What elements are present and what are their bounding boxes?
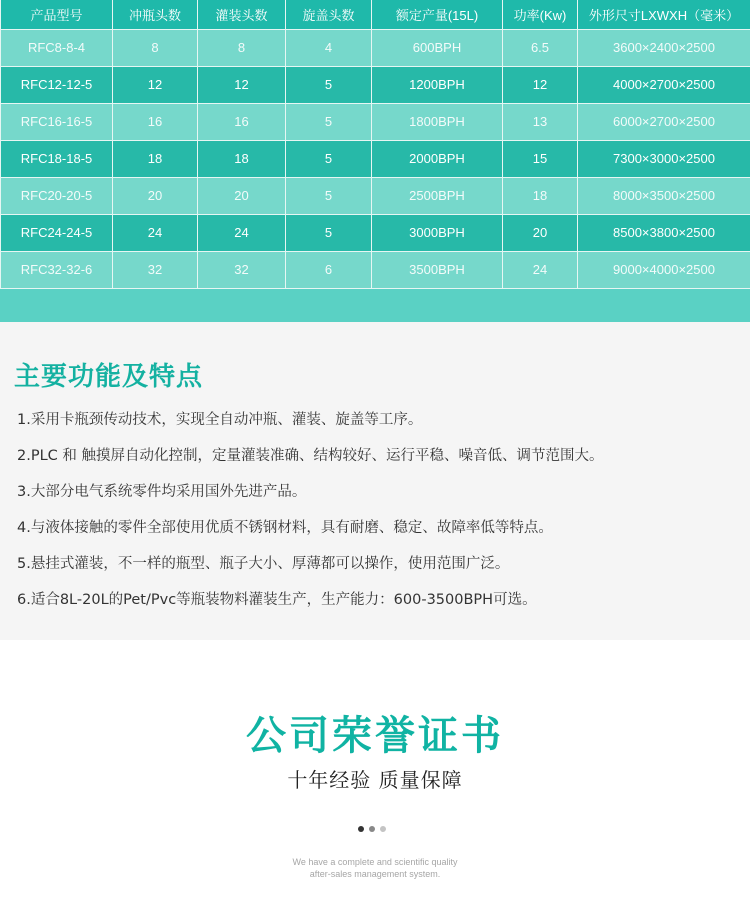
table-cell: 12	[113, 66, 198, 103]
table-cell: 5	[286, 66, 372, 103]
table-cell: RFC16-16-5	[1, 103, 113, 140]
spec-table-section	[0, 0, 750, 322]
table-cell: 12	[198, 66, 286, 103]
table-cell: 3000BPH	[372, 214, 503, 251]
table-row	[1, 103, 750, 140]
table-cell: 4	[286, 29, 372, 66]
table-cell: 12	[503, 66, 578, 103]
feature-item: 5.悬挂式灌装，不一样的瓶型、瓶子大小、厚薄都可以操作，使用范围广泛。	[17, 556, 510, 572]
table-cell: 16	[113, 103, 198, 140]
honor-title: 公司荣誉证书	[246, 713, 504, 759]
features-section	[0, 322, 750, 640]
table-cell: 15	[503, 140, 578, 177]
table-cell: 6.5	[503, 29, 578, 66]
table-row	[1, 177, 750, 214]
table-cell: 1200BPH	[372, 66, 503, 103]
table-row	[1, 66, 750, 103]
spec-table	[0, 0, 750, 289]
tagline-line: after-sales management system.	[309, 869, 441, 879]
table-cell: 2500BPH	[372, 177, 503, 214]
carousel-dot[interactable]	[369, 826, 375, 832]
table-cell: 4000×2700×2500	[578, 66, 750, 103]
carousel-dots	[358, 826, 386, 834]
honor-section	[0, 640, 750, 911]
table-cell: 18	[503, 177, 578, 214]
table-cell: 3500BPH	[372, 251, 503, 288]
table-cell: 32	[113, 251, 198, 288]
feature-item: 4.与液体接触的零件全部使用优质不锈钢材料，具有耐磨、稳定、故障率低等特点。	[17, 520, 553, 536]
table-cell: 24	[113, 214, 198, 251]
table-cell: 24	[503, 251, 578, 288]
header-cell: 产品型号	[1, 0, 113, 29]
table-cell: 20	[198, 177, 286, 214]
table-cell: 8500×3800×2500	[578, 214, 750, 251]
table-cell: 18	[198, 140, 286, 177]
table-cell: 8	[113, 29, 198, 66]
table-cell: 5	[286, 177, 372, 214]
table-cell: 5	[286, 214, 372, 251]
table-cell: 5	[286, 140, 372, 177]
table-cell: 8	[198, 29, 286, 66]
carousel-dot[interactable]	[380, 826, 386, 832]
table-cell: RFC12-12-5	[1, 66, 113, 103]
table-cell: 1800BPH	[372, 103, 503, 140]
table-cell: 18	[113, 140, 198, 177]
table-row	[1, 29, 750, 66]
header-cell: 功率(Kw)	[503, 0, 578, 29]
tagline	[0, 856, 750, 880]
tagline-line: We have a complete and scientific quality	[292, 857, 458, 867]
table-cell: 6000×2700×2500	[578, 103, 750, 140]
carousel-dot-active[interactable]	[358, 826, 364, 832]
table-cell: 7300×3000×2500	[578, 140, 750, 177]
table-cell: 8000×3500×2500	[578, 177, 750, 214]
feature-item: 6.适合8L-20L的Pet/Pvc等瓶装物料灌装生产，生产能力：600-3500BPH可选。	[17, 592, 537, 608]
table-row	[1, 214, 750, 251]
honor-subtitle: 十年经验 质量保障	[287, 768, 463, 792]
feature-item: 3.大部分电气系统零件均采用国外先进产品。	[17, 484, 307, 500]
table-cell: 2000BPH	[372, 140, 503, 177]
table-cell: 3600×2400×2500	[578, 29, 750, 66]
table-cell: 9000×4000×2500	[578, 251, 750, 288]
table-cell: 20	[113, 177, 198, 214]
table-cell: RFC18-18-5	[1, 140, 113, 177]
header-cell: 冲瓶头数	[113, 0, 198, 29]
header-cell: 外形尺寸LXWXH（毫米）	[578, 0, 750, 29]
table-cell: 13	[503, 103, 578, 140]
feature-item: 1.采用卡瓶颈传动技术，实现全自动冲瓶、灌装、旋盖等工序。	[17, 412, 423, 428]
table-cell: 16	[198, 103, 286, 140]
features-list	[17, 410, 737, 626]
header-cell: 灌装头数	[198, 0, 286, 29]
header-cell: 旋盖头数	[286, 0, 372, 29]
table-cell: RFC24-24-5	[1, 214, 113, 251]
feature-item: 2.PLC 和 触摸屏自动化控制，定量灌装准确、结构较好、运行平稳、噪音低、调节范围大。	[17, 448, 604, 464]
header-cell: 额定产量(15L)	[372, 0, 503, 29]
table-cell: 24	[198, 214, 286, 251]
table-cell: 32	[198, 251, 286, 288]
table-cell: 6	[286, 251, 372, 288]
table-cell: 600BPH	[372, 29, 503, 66]
table-cell: RFC8-8-4	[1, 29, 113, 66]
table-cell: RFC32-32-6	[1, 251, 113, 288]
features-title: 主要功能及特点	[14, 362, 204, 392]
table-cell: 20	[503, 214, 578, 251]
table-row	[1, 140, 750, 177]
table-row	[1, 251, 750, 288]
table-cell: 5	[286, 103, 372, 140]
table-cell: RFC20-20-5	[1, 177, 113, 214]
table-header-row	[1, 0, 750, 29]
